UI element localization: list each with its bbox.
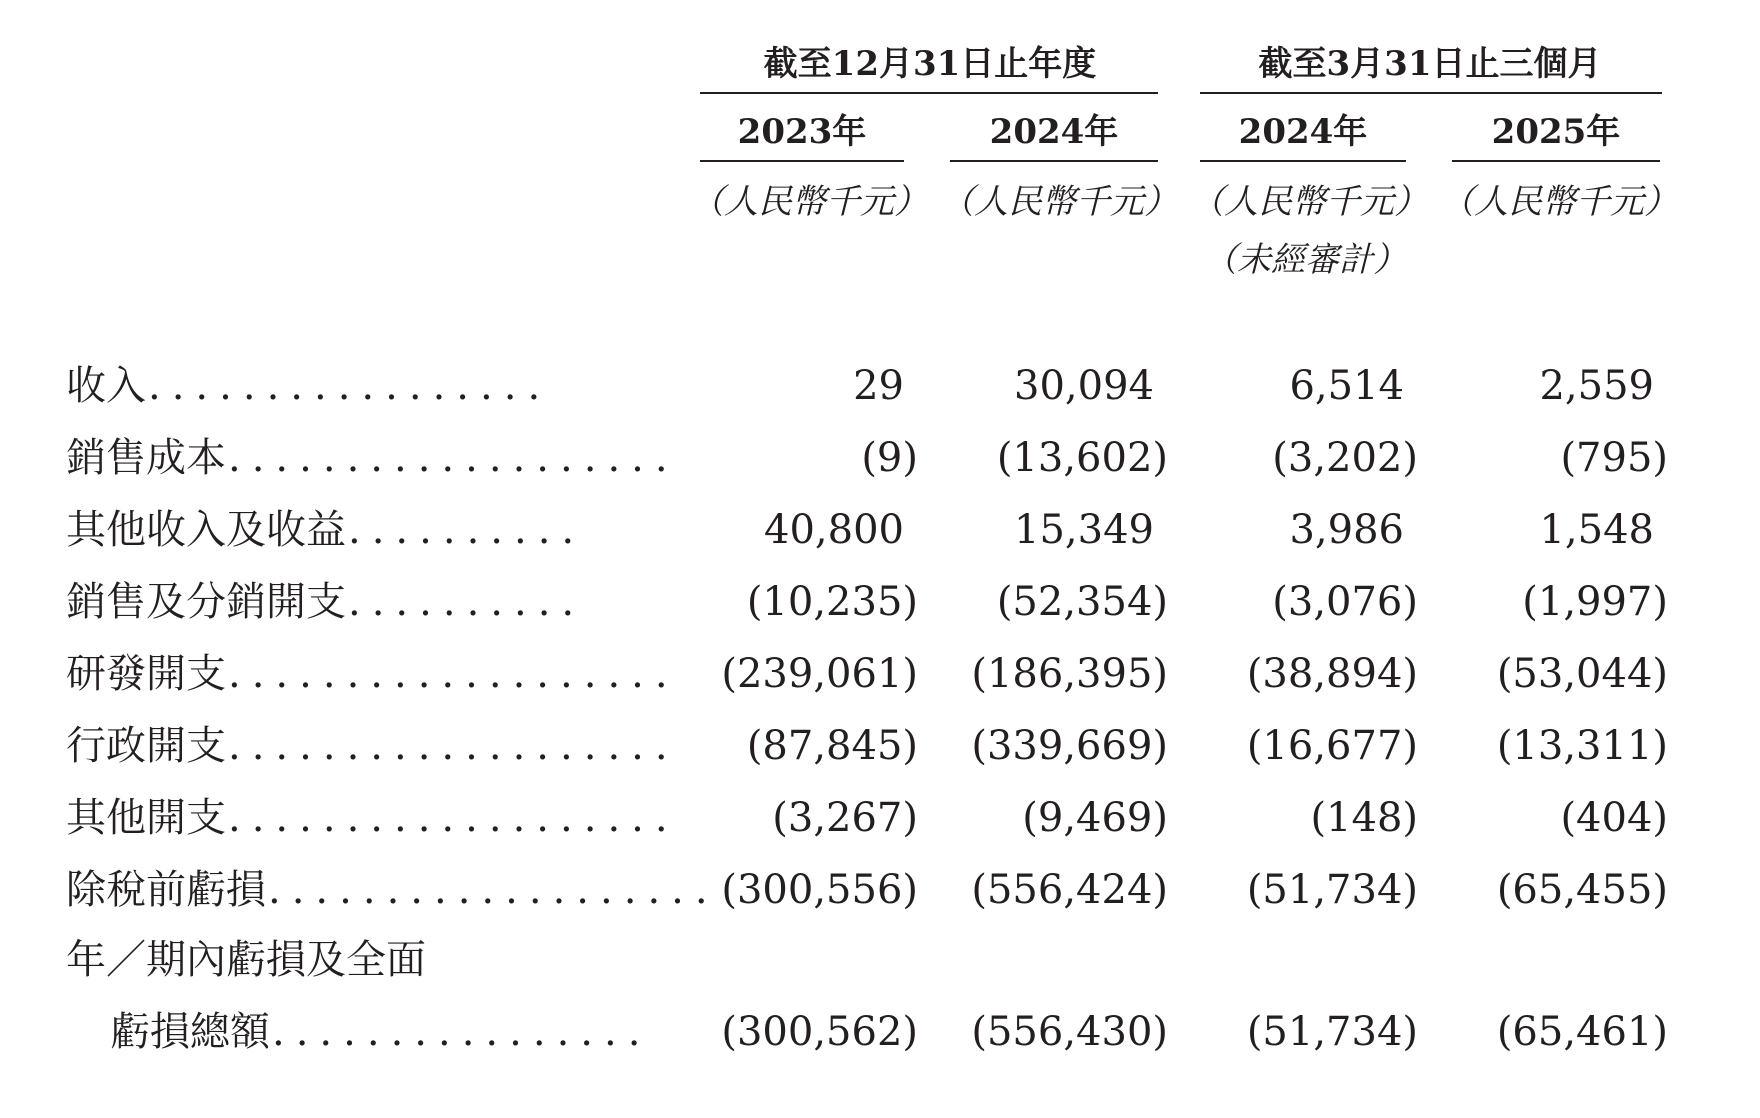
- group-title-three-months: 截至3月31日止三個月: [1258, 44, 1602, 84]
- value-cell: (9): [861, 435, 918, 481]
- group-rule-year-ended: [700, 92, 1158, 94]
- row-label: 銷售成本: [66, 435, 226, 481]
- value-cell: (239,061): [721, 651, 918, 697]
- column-header-2024-q1: 2024年: [1238, 112, 1368, 152]
- value-cell: 30,094: [1014, 363, 1154, 409]
- value-cell: (556,430): [971, 1009, 1168, 1055]
- column-rule-2025-q1: [1452, 160, 1660, 162]
- row-label: 其他開支: [66, 795, 226, 841]
- unit-caption-2023: （人民幣千元）: [690, 182, 928, 222]
- value-cell: (556,424): [971, 867, 1168, 913]
- column-rule-2023: [700, 160, 904, 162]
- leader-dots: ..........: [348, 507, 586, 553]
- value-cell: (65,461): [1496, 1009, 1668, 1055]
- value-cell: (3,267): [772, 795, 918, 841]
- leader-dots: .................: [148, 363, 552, 409]
- unit-caption-2025-q1: （人民幣千元）: [1440, 182, 1678, 222]
- value-cell: (16,677): [1246, 723, 1418, 769]
- column-header-2023: 2023年: [737, 112, 867, 152]
- row-label: 年／期內虧損及全面: [66, 937, 426, 983]
- column-header-2024-annual: 2024年: [989, 112, 1119, 152]
- leader-dots: ...................: [228, 795, 679, 841]
- row-label: 研發開支: [66, 651, 226, 697]
- value-cell: (53,044): [1496, 651, 1668, 697]
- group-rule-three-months: [1200, 92, 1662, 94]
- value-cell: (9,469): [1022, 795, 1168, 841]
- value-cell: 1,548: [1539, 507, 1654, 553]
- value-cell: 15,349: [1014, 507, 1154, 553]
- value-cell: (65,455): [1496, 867, 1668, 913]
- value-cell: (795): [1560, 435, 1668, 481]
- value-cell: (3,202): [1272, 435, 1418, 481]
- value-cell: 29: [853, 363, 904, 409]
- leader-dots: ...................: [268, 867, 719, 913]
- value-cell: (186,395): [971, 651, 1168, 697]
- row-label: 銷售及分銷開支: [66, 579, 346, 625]
- value-cell: (10,235): [746, 579, 918, 625]
- value-cell: (13,311): [1496, 723, 1668, 769]
- value-cell: (87,845): [746, 723, 918, 769]
- unit-caption-2024-annual: （人民幣千元）: [940, 182, 1178, 222]
- value-cell: (339,669): [971, 723, 1168, 769]
- value-cell: (51,734): [1246, 867, 1418, 913]
- value-cell: (38,894): [1246, 651, 1418, 697]
- value-cell: (13,602): [996, 435, 1168, 481]
- value-cell: (3,076): [1272, 579, 1418, 625]
- leader-dots: ...................: [228, 435, 679, 481]
- value-cell: (300,562): [721, 1009, 918, 1055]
- leader-dots: ................: [272, 1009, 652, 1055]
- value-cell: 2,559: [1539, 363, 1654, 409]
- row-label: 收入: [66, 363, 146, 409]
- leader-dots: ...................: [228, 651, 679, 697]
- leader-dots: ...................: [228, 723, 679, 769]
- row-label: 除稅前虧損: [66, 867, 266, 913]
- unaudited-note: （未經審計）: [1203, 240, 1407, 280]
- value-cell: (51,734): [1246, 1009, 1418, 1055]
- column-rule-2024-q1: [1200, 160, 1406, 162]
- value-cell: 6,514: [1289, 363, 1404, 409]
- row-label: 其他收入及收益: [66, 507, 346, 553]
- column-header-2025-q1: 2025年: [1491, 112, 1621, 152]
- group-title-year-ended: 截至12月31日止年度: [763, 44, 1097, 84]
- row-label: 行政開支: [66, 723, 226, 769]
- value-cell: 40,800: [764, 507, 904, 553]
- value-cell: (52,354): [996, 579, 1168, 625]
- leader-dots: ..........: [348, 579, 586, 625]
- value-cell: (148): [1310, 795, 1418, 841]
- unit-caption-2024-q1: （人民幣千元）: [1190, 182, 1428, 222]
- value-cell: 3,986: [1289, 507, 1404, 553]
- value-cell: (1,997): [1522, 579, 1668, 625]
- value-cell: (404): [1560, 795, 1668, 841]
- column-rule-2024-annual: [950, 160, 1158, 162]
- value-cell: (300,556): [721, 867, 918, 913]
- row-label: 虧損總額: [110, 1009, 270, 1055]
